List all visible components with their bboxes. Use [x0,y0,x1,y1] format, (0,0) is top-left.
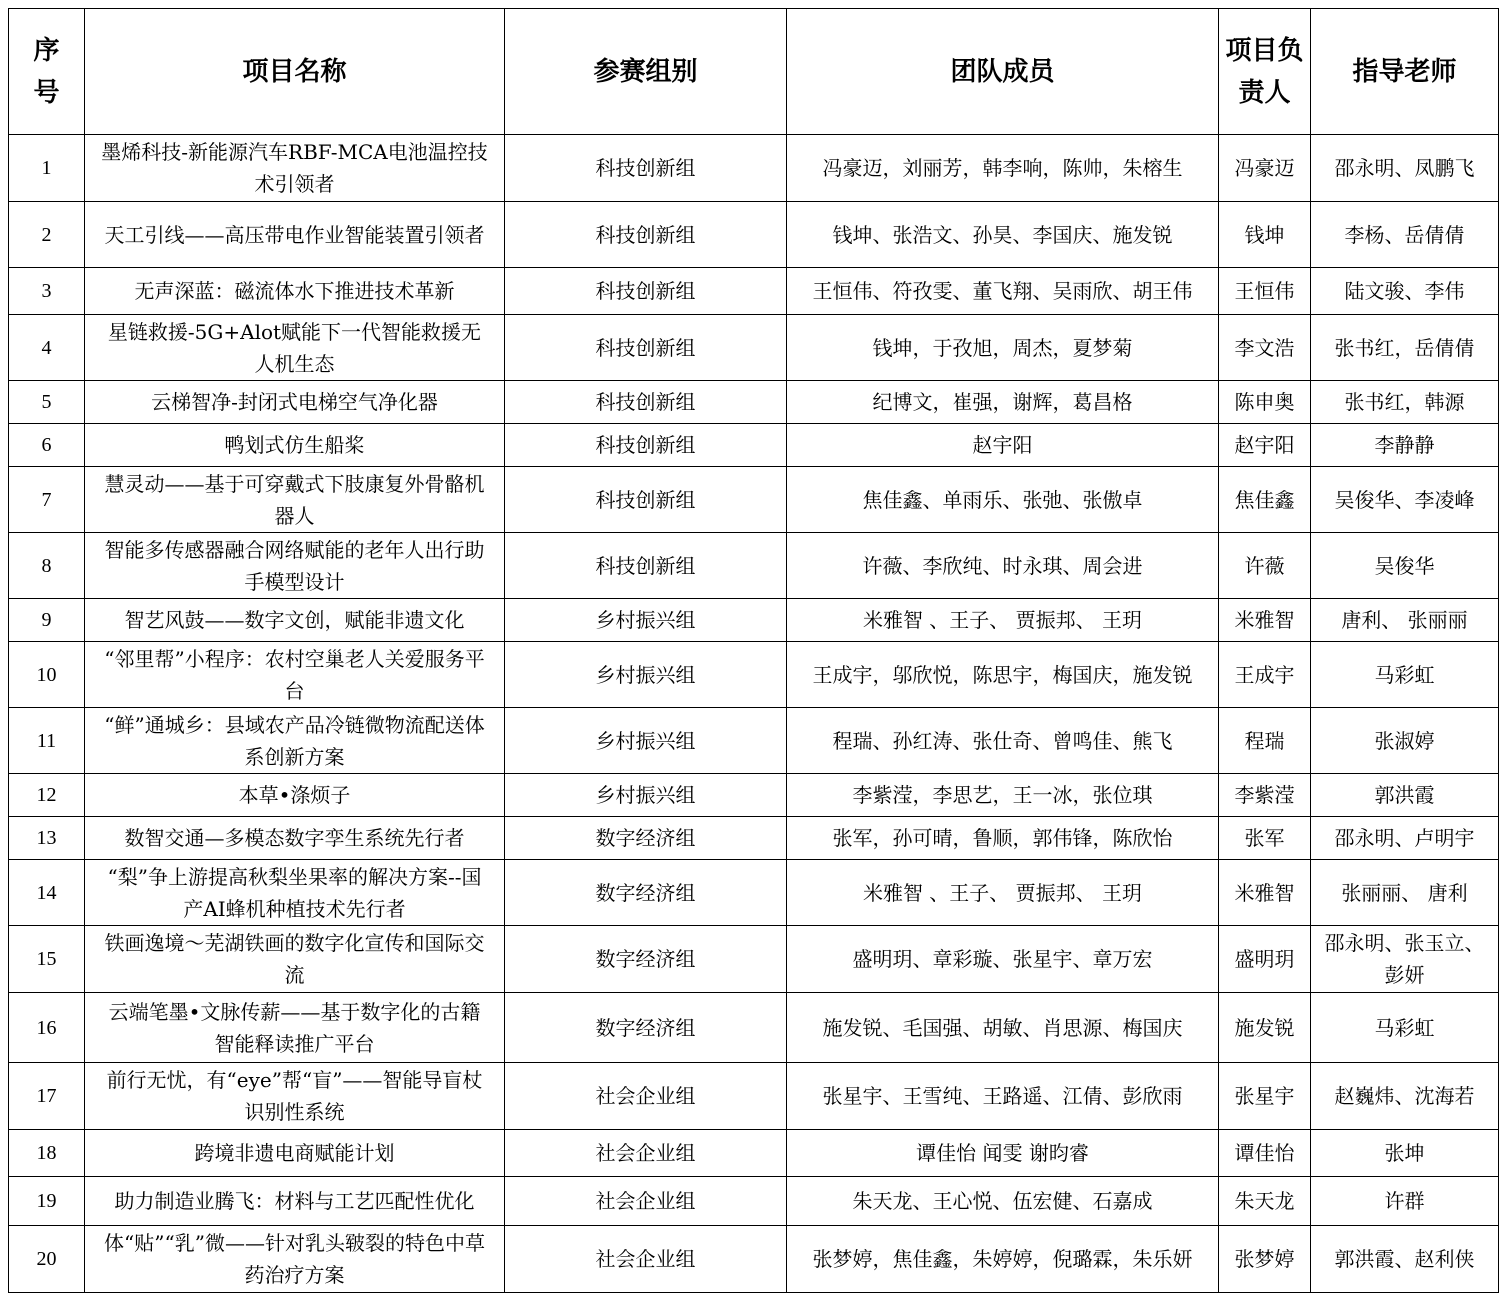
cell-leader: 施发锐 [1219,993,1311,1063]
cell-leader: 焦佳鑫 [1219,467,1311,533]
header-members: 团队成员 [787,9,1219,135]
table-row [9,1063,1499,1130]
cell-project: 前行无忧，有“eye”帮“盲”——智能导盲杖识别性系统 [85,1063,505,1130]
cell-leader: 朱天龙 [1219,1177,1311,1226]
cell-group: 科技创新组 [505,202,787,268]
table-row [9,1226,1499,1293]
cell-project: 天工引线——高压带电作业智能装置引领者 [85,202,505,268]
cell-leader: 盛明玥 [1219,926,1311,993]
cell-index: 2 [9,202,85,268]
cell-advisor: 郭洪霞 [1311,774,1499,817]
cell-group: 科技创新组 [505,315,787,381]
cell-advisor: 许群 [1311,1177,1499,1226]
cell-index: 10 [9,642,85,708]
header-leader: 项目负责人 [1219,9,1311,135]
cell-project: “鲜”通城乡：县域农产品冷链微物流配送体系创新方案 [85,708,505,774]
cell-members: 朱天龙、王心悦、伍宏健、石嘉成 [787,1177,1219,1226]
cell-members: 王恒伟、符孜雯、董飞翔、吴雨欣、胡王伟 [787,268,1219,315]
cell-group: 社会企业组 [505,1130,787,1177]
cell-index: 4 [9,315,85,381]
cell-index: 20 [9,1226,85,1293]
table-row [9,774,1499,817]
table-row [9,993,1499,1063]
cell-leader: 王成宇 [1219,642,1311,708]
table-row [9,817,1499,860]
cell-leader: 赵宇阳 [1219,424,1311,467]
cell-project: 跨境非遗电商赋能计划 [85,1130,505,1177]
cell-leader: 米雅智 [1219,860,1311,926]
cell-leader: 李紫滢 [1219,774,1311,817]
header-project: 项目名称 [85,9,505,135]
cell-index: 12 [9,774,85,817]
cell-group: 科技创新组 [505,533,787,599]
cell-advisor: 郭洪霞、赵利侠 [1311,1226,1499,1293]
cell-leader: 谭佳怡 [1219,1130,1311,1177]
cell-members: 王成宇，邬欣悦，陈思宇，梅国庆，施发锐 [787,642,1219,708]
table-row [9,424,1499,467]
header-index: 序号 [9,9,85,135]
cell-index: 18 [9,1130,85,1177]
cell-leader: 钱坤 [1219,202,1311,268]
cell-index: 3 [9,268,85,315]
cell-group: 科技创新组 [505,424,787,467]
cell-advisor: 吴俊华 [1311,533,1499,599]
cell-group: 乡村振兴组 [505,774,787,817]
cell-advisor: 马彩虹 [1311,993,1499,1063]
table-row [9,926,1499,993]
cell-advisor: 张书红，韩源 [1311,381,1499,424]
table-row [9,268,1499,315]
header-group: 参赛组别 [505,9,787,135]
cell-leader: 张星宇 [1219,1063,1311,1130]
cell-advisor: 邵永明、卢明宇 [1311,817,1499,860]
cell-leader: 许薇 [1219,533,1311,599]
cell-group: 乡村振兴组 [505,642,787,708]
cell-leader: 张梦婷 [1219,1226,1311,1293]
cell-members: 谭佳怡 闻雯 谢昀睿 [787,1130,1219,1177]
cell-project: 数智交通—多模态数字孪生系统先行者 [85,817,505,860]
cell-advisor: 唐利、 张丽丽 [1311,599,1499,642]
cell-advisor: 李杨、岳倩倩 [1311,202,1499,268]
header-row [9,9,1499,135]
cell-advisor: 张书红，岳倩倩 [1311,315,1499,381]
cell-index: 15 [9,926,85,993]
cell-index: 11 [9,708,85,774]
cell-project: 本草•涤烦子 [85,774,505,817]
cell-leader: 冯豪迈 [1219,135,1311,202]
cell-members: 施发锐、毛国强、胡敏、肖思源、梅国庆 [787,993,1219,1063]
cell-leader: 程瑞 [1219,708,1311,774]
cell-members: 盛明玥、章彩璇、张星宇、章万宏 [787,926,1219,993]
table-row [9,202,1499,268]
cell-project: 云梯智净-封闭式电梯空气净化器 [85,381,505,424]
cell-group: 科技创新组 [505,467,787,533]
table-row [9,708,1499,774]
cell-members: 纪博文，崔强，谢辉，葛昌格 [787,381,1219,424]
cell-index: 1 [9,135,85,202]
cell-project: 慧灵动——基于可穿戴式下肢康复外骨骼机器人 [85,467,505,533]
cell-advisor: 张丽丽、 唐利 [1311,860,1499,926]
cell-advisor: 邵永明、张玉立、彭妍 [1311,926,1499,993]
cell-index: 13 [9,817,85,860]
cell-members: 钱坤、张浩文、孙昊、李国庆、施发锐 [787,202,1219,268]
cell-members: 赵宇阳 [787,424,1219,467]
cell-advisor: 马彩虹 [1311,642,1499,708]
cell-index: 7 [9,467,85,533]
cell-group: 乡村振兴组 [505,708,787,774]
cell-group: 科技创新组 [505,268,787,315]
cell-members: 米雅智 、王子、 贾振邦、 王玥 [787,860,1219,926]
cell-index: 19 [9,1177,85,1226]
cell-leader: 陈申奥 [1219,381,1311,424]
cell-index: 14 [9,860,85,926]
cell-group: 数字经济组 [505,817,787,860]
cell-advisor: 李静静 [1311,424,1499,467]
table-row [9,381,1499,424]
table-body [9,135,1499,1293]
cell-group: 数字经济组 [505,860,787,926]
cell-project: 铁画逸境～芜湖铁画的数字化宣传和国际交流 [85,926,505,993]
cell-leader: 米雅智 [1219,599,1311,642]
cell-group: 乡村振兴组 [505,599,787,642]
cell-members: 许薇、李欣纯、时永琪、周会进 [787,533,1219,599]
cell-group: 社会企业组 [505,1226,787,1293]
cell-members: 钱坤，于孜旭，周杰，夏梦菊 [787,315,1219,381]
cell-group: 科技创新组 [505,381,787,424]
cell-project: 智艺风鼓——数字文创，赋能非遗文化 [85,599,505,642]
cell-advisor: 陆文骏、李伟 [1311,268,1499,315]
cell-advisor: 吴俊华、李凌峰 [1311,467,1499,533]
project-table [8,8,1499,1293]
cell-project: 无声深蓝：磁流体水下推进技术革新 [85,268,505,315]
cell-index: 16 [9,993,85,1063]
cell-project: 鸭划式仿生船桨 [85,424,505,467]
cell-group: 数字经济组 [505,926,787,993]
cell-members: 张军，孙可晴，鲁顺，郭伟锋，陈欣怡 [787,817,1219,860]
table-row [9,599,1499,642]
header-advisor: 指导老师 [1311,9,1499,135]
cell-group: 数字经济组 [505,993,787,1063]
cell-members: 张梦婷，焦佳鑫，朱婷婷，倪璐霖，朱乐妍 [787,1226,1219,1293]
cell-project: “梨”争上游提高秋梨坐果率的解决方案--国产AI蜂机种植技术先行者 [85,860,505,926]
cell-index: 6 [9,424,85,467]
table-row [9,860,1499,926]
cell-group: 社会企业组 [505,1063,787,1130]
cell-project: “邻里帮”小程序：农村空巢老人关爱服务平台 [85,642,505,708]
table-row [9,315,1499,381]
cell-advisor: 张坤 [1311,1130,1499,1177]
cell-index: 5 [9,381,85,424]
cell-members: 程瑞、孙红涛、张仕奇、曾鸣佳、熊飞 [787,708,1219,774]
cell-project: 助力制造业腾飞：材料与工艺匹配性优化 [85,1177,505,1226]
cell-members: 焦佳鑫、单雨乐、张弛、张傲卓 [787,467,1219,533]
cell-members: 张星宇、王雪纯、王路遥、江倩、彭欣雨 [787,1063,1219,1130]
cell-project: 墨烯科技-新能源汽车RBF-MCA电池温控技术引领者 [85,135,505,202]
cell-members: 冯豪迈，刘丽芳，韩李响，陈帅，朱榕生 [787,135,1219,202]
cell-project: 云端笔墨•文脉传薪——基于数字化的古籍智能释读推广平台 [85,993,505,1063]
cell-leader: 张军 [1219,817,1311,860]
table-row [9,1130,1499,1177]
table-row [9,135,1499,202]
cell-index: 8 [9,533,85,599]
cell-members: 米雅智 、王子、 贾振邦、 王玥 [787,599,1219,642]
cell-project: 星链救援-5G+Alot赋能下一代智能救援无人机生态 [85,315,505,381]
cell-members: 李紫滢，李思艺，王一冰，张位琪 [787,774,1219,817]
cell-project: 体“贴”“乳”微——针对乳头皲裂的特色中草药治疗方案 [85,1226,505,1293]
cell-advisor: 张淑婷 [1311,708,1499,774]
table-row [9,467,1499,533]
cell-index: 17 [9,1063,85,1130]
cell-advisor: 邵永明、凤鹏飞 [1311,135,1499,202]
cell-group: 科技创新组 [505,135,787,202]
table-row [9,642,1499,708]
cell-group: 社会企业组 [505,1177,787,1226]
cell-advisor: 赵巍炜、沈海若 [1311,1063,1499,1130]
cell-leader: 李文浩 [1219,315,1311,381]
table-row [9,1177,1499,1226]
cell-index: 9 [9,599,85,642]
cell-leader: 王恒伟 [1219,268,1311,315]
table-row [9,533,1499,599]
cell-project: 智能多传感器融合网络赋能的老年人出行助手模型设计 [85,533,505,599]
